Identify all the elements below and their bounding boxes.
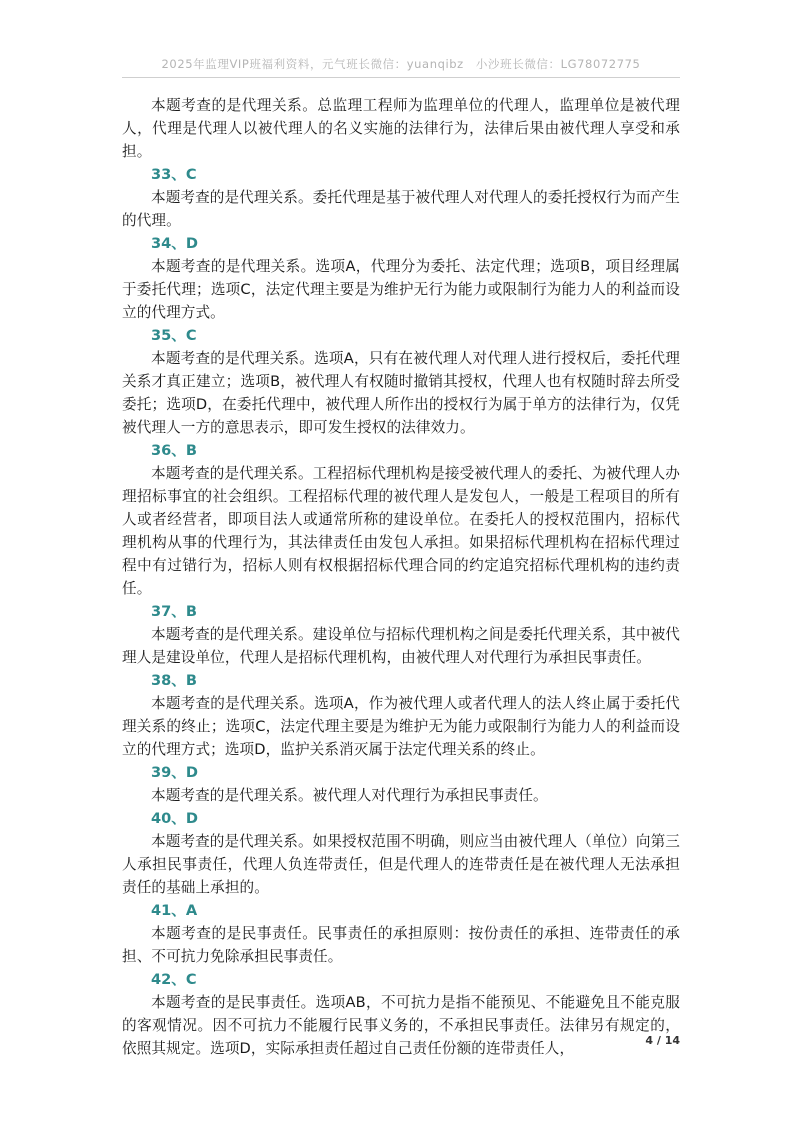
page-number: 4 / 14 (645, 1034, 680, 1047)
answer-label: 38、B (151, 672, 198, 689)
explanation-text: 本题考查的是民事责任。选项AB，不可抗力是指不能预见、不能避免且不能克服的客观情况。因不可抗力不能履行民事义务的，不承担民事责任。法律另有规定的，依照其规定。选项D，实际承担责任超过自己责任份额的连带责任人， (122, 994, 680, 1057)
explanation-text: 本题考查的是代理关系。选项A，代理分为委托、法定代理；选项B，项目经理属于委托代理；选项C，法定代理主要是为维护无行为能力或限制行为能力人的利益而设立的代理方式。 (122, 258, 680, 321)
explanation-text: 本题考查的是代理关系。被代理人对代理行为承担民事责任。 (151, 787, 548, 804)
page-header: 2025年监理VIP班福利资料，元气班长微信：yuanqibz 小沙班长微信：LG78072775 (161, 57, 641, 71)
explanation-text: 本题考查的是代理关系。总监理工程师为监理单位的代理人，监理单位是被代理人，代理是代理人以被代理人的名义实施的法律行为，法律后果由被代理人享受和承担。 (122, 97, 680, 160)
explanation-text: 本题考查的是代理关系。选项A，只有在被代理人对代理人进行授权后，委托代理关系才真正建立；选项B，被代理人有权随时撤销其授权，代理人也有权随时辞去所受委托；选项D，在委托代理中，被代理人所作出的授权行为属于单方的法律行为，仅凭被代理人一方的意思表示，即可发生授权的法律效力。 (122, 350, 680, 436)
answer-label: 34、D (151, 235, 199, 252)
answer-label: 37、B (151, 603, 198, 620)
explanation-text: 本题考查的是代理关系。如果授权范围不明确，则应当由被代理人（单位）向第三人承担民事责任，代理人负连带责任，但是代理人的连带责任是在被代理人无法承担责任的基础上承担的。 (122, 833, 680, 896)
header-divider (122, 77, 680, 78)
document-body (122, 94, 680, 1060)
explanation-text: 本题考查的是代理关系。建设单位与招标代理机构之间是委托代理关系，其中被代理人是建设单位，代理人是招标代理机构，由被代理人对代理行为承担民事责任。 (122, 626, 680, 666)
explanation-text: 本题考查的是代理关系。选项A，作为被代理人或者代理人的法人终止属于委托代理关系的终止；选项C，法定代理主要是为维护无为能力或限制行为能力人的利益而设立的代理方式；选项D，监护关系消灭属于法定代理关系的终止。 (122, 695, 680, 758)
answer-label: 42、C (151, 971, 197, 988)
answer-label: 39、D (151, 764, 199, 781)
answer-label: 33、C (151, 166, 197, 183)
answer-label: 41、A (151, 902, 198, 919)
answer-label: 40、D (151, 810, 199, 827)
answer-label: 35、C (151, 327, 197, 344)
explanation-text: 本题考查的是代理关系。委托代理是基于被代理人对代理人的委托授权行为而产生的代理。 (122, 189, 680, 229)
explanation-text: 本题考查的是代理关系。工程招标代理机构是接受被代理人的委托、为被代理人办理招标事宜的社会组织。工程招标代理的被代理人是发包人，一般是工程项目的所有人或者经营者，即项目法人或通常所称的建设单位。在委托人的授权范围内，招标代理机构从事的代理行为，其法律责任由发包人承担。如果招标代理机构在招标代理过程中有过错行为，招标人则有权根据招标代理合同的约定追究招标代理机构的违约责任。 (122, 465, 680, 597)
answer-label: 36、B (151, 442, 198, 459)
explanation-text: 本题考查的是民事责任。民事责任的承担原则：按份责任的承担、连带责任的承担、不可抗力免除承担民事责任。 (122, 925, 680, 965)
